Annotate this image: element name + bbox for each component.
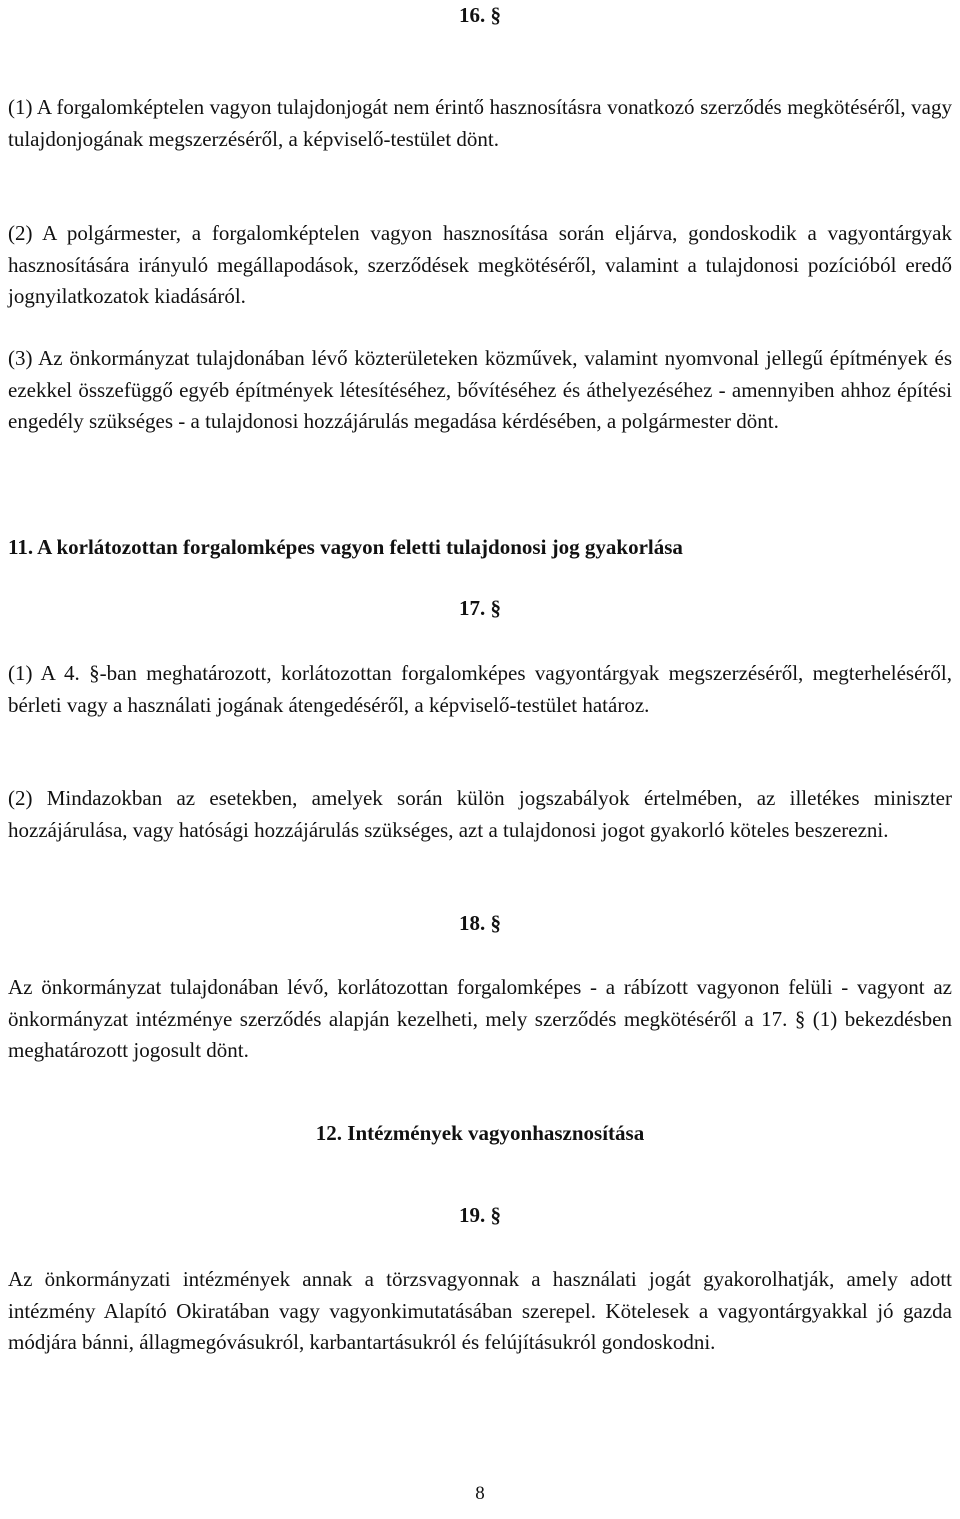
section-heading-19: 19. § [459,1203,501,1227]
paragraph-19: Az önkormányzati intézmények annak a törzsvagyonnak a használati jogát gyakorolhatják, amely adott intézmény Alapító Okiratában vagy vagyonkimutatásában szerepel. Kötelesek a vagyontárgyakkal jó gazda módjára bánni, állagmegóvásukról, karbantartásukról és felújításukról gondoskodni. [8,1267,952,1354]
section-heading-18: 18. § [459,911,501,935]
paragraph-16-2: (2) A polgármester, a forgalomképtelen vagyon hasznosítása során eljárva, gondoskodik a vagyontárgyak hasznosítására irányuló megállapodások, szerződések megkötéséről, valamint a tulajdonosi pozícióból eredő jognyilatkozatok kiadásáról. [8,221,952,308]
paragraph-16-3: (3) Az önkormányzat tulajdonában lévő közterületeken közművek, valamint nyomvonal jellegű építmények és ezekkel összefüggő egyéb építmények létesítéséhez, bővítéséhez és áthelyezéséhez - amennyiben ahhoz építési engedély szükséges - a tulajdonosi hozzájárulás megadása kérdésében, a polgármester dönt. [8,346,952,433]
section-heading-17: 17. § [459,596,501,620]
paragraph-17-2: (2) Mindazokban az esetekben, amelyek során külön jogszabályok értelmében, az illetékes miniszter hozzájárulása, vagy hatósági hozzájárulás szükséges, azt a tulajdonosi jogot gyakorló köteles beszerezni. [8,786,952,842]
section-title-11: 11. A korlátozottan forgalomképes vagyon feletti tulajdonosi jog gyakorlása [8,535,683,559]
paragraph-18: Az önkormányzat tulajdonában lévő, korlátozottan forgalomképes - a rábízott vagyonon felüli - vagyont az önkormányzat intézménye szerződés alapján kezelheti, mely szerződés megkötéséről a 17. § (1) bekezdésben meghatározott jogosult dönt. [8,975,952,1062]
section-title-12: 12. Intézmények vagyonhasznosítása [315,1121,645,1145]
page-number: 8 [475,1483,485,1504]
section-heading-16: 16. § [459,3,501,27]
paragraph-16-1: (1) A forgalomképtelen vagyon tulajdonjogát nem érintő hasznosításra vonatkozó szerződés megkötéséről, vagy tulajdonjogának megszerzéséről, a képviselő-testület dönt. [8,95,952,151]
paragraph-17-1: (1) A 4. §-ban meghatározott, korlátozottan forgalomképes vagyontárgyak megszerzéséről, megterheléséről, bérleti vagy a használati jogának átengedéséről, a képviselő-testület határoz. [8,661,952,717]
